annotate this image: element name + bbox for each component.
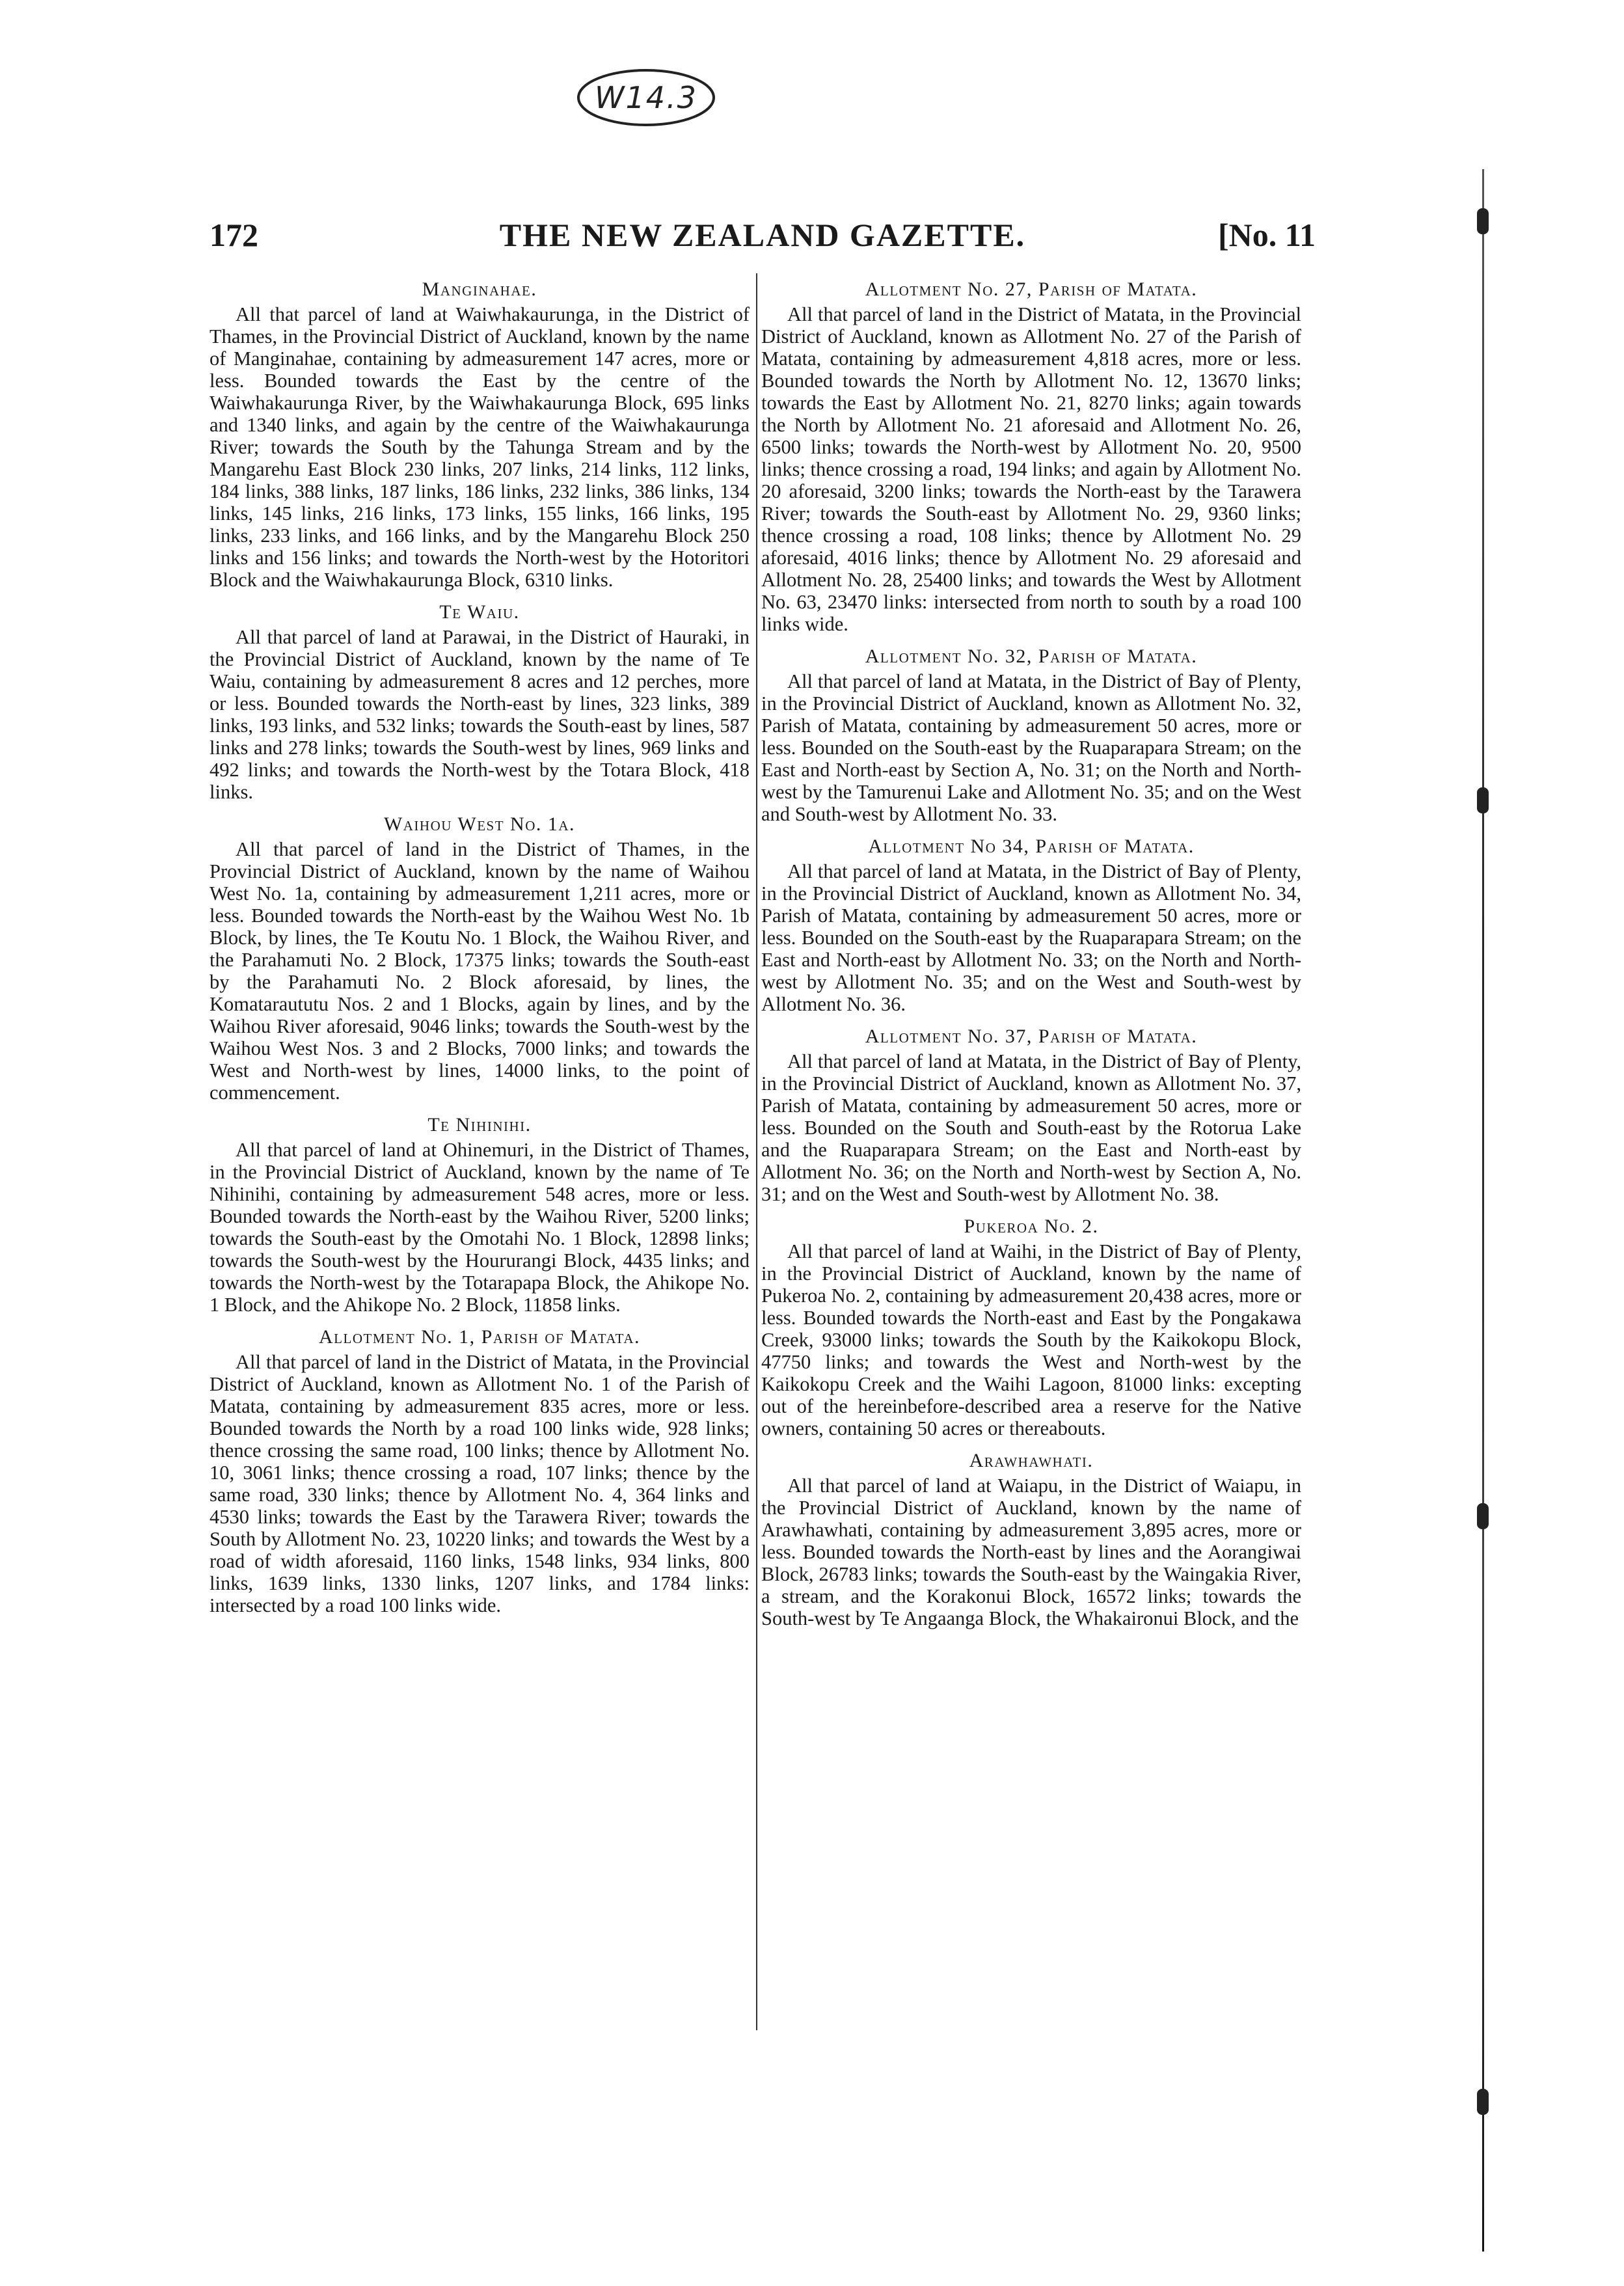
section-manginahae [210, 279, 750, 591]
section-arawhawhati [761, 1450, 1301, 1629]
section-pukeroa-2 [761, 1216, 1301, 1439]
stamp-text: W14.3 [595, 80, 697, 115]
section-heading: Allotment No. 37, Parish of Matata. [865, 1026, 1198, 1047]
right-column [761, 273, 1301, 2030]
section-body: All that parcel of land at Waiwhakaurunga, in the District of Thames, in the Provincial District of Auckland, known by the name of Manginahae, containing by admeasurement 147 acres, more or less. Bounded towards the East by the centre of the Waiwhakaurunga River, by the Waiwhakaurunga Block, 695 links and 1340 links, and again by the centre of the Waiwhakaurunga River; towards the South by the Tahunga Stream and by the Mangarehu East Block 230 links, 207 links, 214 links, 112 links, 184 links, 388 links, 187 links, 186 links, 232 links, 386 links, 134 links, 145 links, 216 links, 173 links, 155 links, 166 links, 195 links, 233 links, and 166 links, and by the Mangarehu Block 250 links and 156 links; and towards the North-west by the Hotoritori Block and the Waiwhakaurunga Block, 6310 links. [210, 303, 750, 591]
section-allotment-34 [761, 836, 1301, 1015]
section-allotment-37 [761, 1026, 1301, 1205]
left-column [210, 273, 750, 2030]
column-divider [756, 273, 757, 2030]
binding-mark [1477, 787, 1489, 813]
section-body: All that parcel of land in the District of Matata, in the Provincial District of Auckland, known as Allotment No. 1 of the Parish of Matata, containing by admeasurement 835 acres, more or less. Bounded towards the North by a road 100 links wide, 928 links; thence crossing the same road, 100 links; thence by Allotment No. 10, 3061 links; thence crossing a road, 107 links; thence by the same road, 330 links; thence by Allotment No. 4, 364 links and 4530 links; towards the East by the Tarawera River; towards the South by Allotment No. 23, 10220 links; and towards the West by a road of width aforesaid, 1160 links, 1548 links, 934 links, 800 links, 1639 links, 1330 links, 1207 links, and 1784 links: intersected by a road 100 links wide. [210, 1351, 750, 1616]
section-body: All that parcel of land at Ohinemuri, in the District of Thames, in the Provincial District of Auckland, known by the name of Te Nihinihi, containing by admeasurement 548 acres, more or less. Bounded towards the North-east by the Waihou River, 5200 links; towards the South-east by the Omotahi No. 1 Block, 12898 links; towards the South-west by the Hoururangi Block, 4435 links; and towards the North-west by the Totarapapa Block, the Ahikope No. 1 Block, and the Ahikope No. 2 Block, 11858 links. [210, 1139, 750, 1316]
section-body: All that parcel of land at Matata, in the District of Bay of Plenty, in the Provincial District of Auckland, known as Allotment No. 37, Parish of Matata, containing by admeasurement 50 acres, more or less. Bounded on the South and South-east by the Rotorua Lake and the Ruaparapara Stream; on the East and North-east by Allotment No. 36; on the North and North-west by Section A, No. 31; and on the West and South-west by Allotment No. 38. [761, 1050, 1301, 1205]
newspaper-title: THE NEW ZEALAND GAZETTE. [499, 217, 1026, 253]
binding-mark [1477, 208, 1489, 234]
section-heading: Manginahae. [422, 279, 537, 300]
section-body: All that parcel of land in the District of Thames, in the Provincial District of Auckland, known by the name of Waihou West No. 1a, containing by admeasurement 1,211 acres, more or less. Bounded towards the North-east by the Waihou West No. 1b Block, by lines, the Te Koutu No. 1 Block, the Waihou River, and the Parahamuti No. 2 Block, 17375 links; towards the South-east by the Parahamuti No. 2 Block aforesaid, by lines, the Komataraututu Nos. 2 and 1 Blocks, again by lines, and by the Waihou River aforesaid, 9046 links; towards the South-west by the Waihou West Nos. 3 and 2 Blocks, 7000 links; and towards the West and North-west by lines, 14000 links, to the point of commencement. [210, 838, 750, 1104]
section-heading: Waihou West No. 1a. [383, 813, 576, 835]
binding-mark [1477, 1503, 1489, 1529]
section-heading: Te Nihinihi. [427, 1114, 532, 1136]
section-body: All that parcel of land in the District of Matata, in the Provincial District of Auckland, known as Allotment No. 27 of the Parish of Matata, containing by admeasurement 4,818 acres, more or less. Bounded towards the North by Allotment No. 12, 13670 links; towards the East by Allotment No. 21, 8270 links; again towards the North by Allotment No. 21 aforesaid and Allotment No. 26, 6500 links; towards the North-west by Allotment No. 20, 9500 links; thence crossing a road, 194 links; and again by Allotment No. 20 aforesaid, 3200 links; towards the North-east by the Tarawera River; towards the South-east by Allotment No. 29, 9360 links; thence crossing a road, 108 links; thence by Allotment No. 29 aforesaid, 4016 links; thence by Allotment No. 29 aforesaid and Allotment No. 28, 25400 links; and towards the West by Allotment No. 63, 23470 links: intersected from north to south by a road 100 links wide. [761, 303, 1301, 635]
section-heading: Allotment No 34, Parish of Matata. [868, 836, 1195, 857]
page-binding-edge [1464, 169, 1503, 2252]
section-heading: Allotment No. 1, Parish of Matata. [319, 1326, 640, 1348]
binding-mark [1477, 2089, 1489, 2115]
section-heading: Arawhawhati. [969, 1450, 1094, 1471]
section-body: All that parcel of land at Parawai, in the District of Hauraki, in the Provincial District of Auckland, known by the name of Te Waiu, containing by admeasurement 8 acres and 12 perches, more or less. Bounded towards the North-east by lines, 323 links, 389 links, 193 links, and 532 links; towards the South-east by lines, 587 links and 278 links; towards the South-west by lines, 969 links and 492 links; and towards the North-west by the Totara Block, 418 links. [210, 626, 750, 803]
section-body: All that parcel of land at Matata, in the District of Bay of Plenty, in the Provincial District of Auckland, known as Allotment No. 34, Parish of Matata, containing by admeasurement 50 acres, more or less. Bounded on the South-east by the Ruaparapara Stream; on the East and North-east by Allotment No. 33; on the North and North-west by Allotment No. 35; and on the West and South-west by Allotment No. 36. [761, 860, 1301, 1015]
section-allotment-1 [210, 1326, 750, 1616]
section-waihou-west [210, 813, 750, 1104]
section-te-nihinihi [210, 1114, 750, 1316]
handwritten-stamp [574, 65, 718, 130]
section-te-waiu [210, 601, 750, 803]
section-allotment-27 [761, 279, 1301, 635]
section-heading: Allotment No. 32, Parish of Matata. [865, 646, 1198, 667]
issue-number: [No. 11 [1218, 217, 1316, 253]
section-heading: Te Waiu. [439, 601, 520, 623]
section-body: All that parcel of land at Waiapu, in the District of Waiapu, in the Provincial District of Auckland, known by the name of Arawhawhati, containing by admeasurement 3,895 acres, more or less. Bounded towards the North-east by lines and the Aorangiwai Block, 26783 links; towards the South-east by the Waingakia River, a stream, and the Korakonui Block, 16572 links; towards the South-west by Te Angaanga Block, the Whakaironui Block, and the [761, 1475, 1301, 1629]
page-number: 172 [210, 217, 258, 253]
section-heading: Allotment No. 27, Parish of Matata. [865, 279, 1198, 300]
binding-line [1482, 169, 1484, 2252]
section-body: All that parcel of land at Matata, in the District of Bay of Plenty, in the Provincial District of Auckland, known as Allotment No. 32, Parish of Matata, containing by admeasurement 50 acres, more or less. Bounded on the South-east by the Ruaparapara Stream; on the East and North-east by Section A, No. 31; on the North and North-west by the Tamurenui Lake and Allotment No. 35; and on the West and South-west by Allotment No. 33. [761, 670, 1301, 825]
section-heading: Pukeroa No. 2. [964, 1216, 1099, 1237]
page-header [210, 210, 1316, 262]
section-body: All that parcel of land at Waihi, in the District of Bay of Plenty, in the Provincial District of Auckland, known by the name of Pukeroa No. 2, containing by admeasurement 20,438 acres, more or less. Bounded towards the North-east and East by the Pongakawa Creek, 93000 links; towards the South by the Kaikokopu Block, 47750 links; and towards the West and North-west by the Kaikokopu Creek and the Waihi Lagoon, 81000 links: excepting out of the hereinbefore-described area a reserve for the Native owners, containing 50 acres or thereabouts. [761, 1240, 1301, 1439]
section-allotment-32 [761, 646, 1301, 825]
